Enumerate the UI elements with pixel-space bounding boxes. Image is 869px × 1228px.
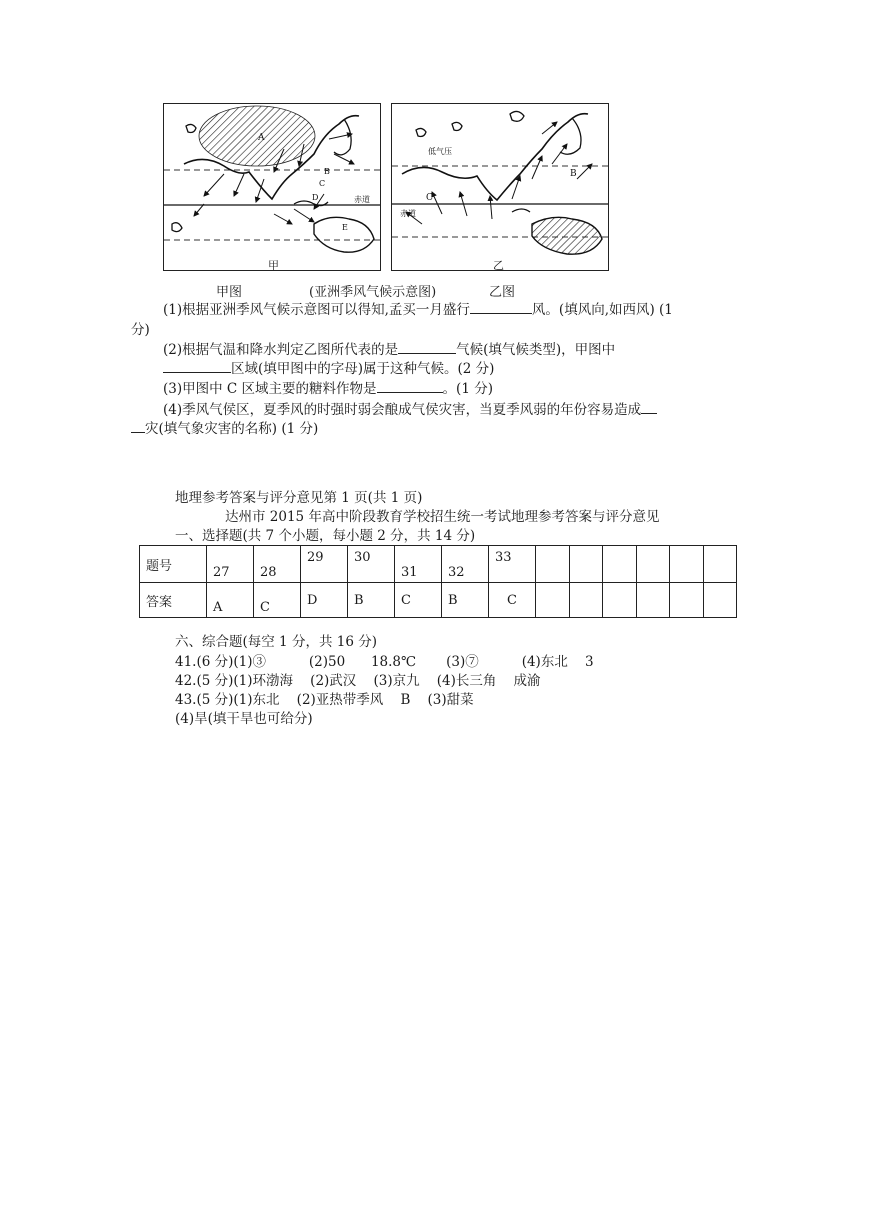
answer-title: 达州市 2015 年高中阶段教育学校招生统一考试地理参考答案与评分意见: [225, 509, 660, 525]
empty-cell: [569, 546, 603, 583]
question-1-blank[interactable]: [470, 300, 532, 314]
answer-table: [139, 545, 737, 618]
section-6-heading: 六、综合题(每空 1 分，共 16 分): [175, 634, 377, 650]
empty-cell: [536, 546, 570, 583]
answer-cell: A: [207, 583, 254, 618]
question-2-blank-2[interactable]: [163, 359, 231, 373]
question-3-text-b: 。(1 分): [442, 381, 493, 397]
map-b: [391, 103, 609, 271]
question-4-cont: [131, 419, 318, 439]
map-a-label-c: C: [319, 179, 326, 188]
map-a-label-d: D: [312, 193, 319, 202]
number-cell: 31: [395, 546, 442, 583]
map-b-low-pressure-label: 低气压: [428, 147, 452, 156]
monsoon-maps-figure: [163, 103, 609, 271]
map-b-label-c: C: [426, 193, 433, 203]
row-header-label: 题号: [140, 546, 207, 583]
question-2-line: [163, 340, 615, 360]
empty-cell: [569, 583, 603, 618]
question-3-line: [163, 379, 493, 399]
question-4-blank-a[interactable]: [641, 400, 657, 414]
answer-cell: C: [254, 583, 301, 618]
question-4-blank-b[interactable]: [131, 419, 145, 433]
map-a-label-b: B: [324, 167, 330, 176]
map-a: [163, 103, 381, 271]
number-cell: 28: [254, 546, 301, 583]
number-cell: 30: [348, 546, 395, 583]
answer-cell: C: [489, 583, 536, 618]
question-1-cont: 分): [131, 322, 150, 338]
map-b-label-b: B: [570, 169, 577, 179]
map-b-letter: 乙: [493, 259, 504, 272]
question-3-text: (3)甲图中 C 区域主要的糖料作物是: [163, 381, 377, 397]
empty-cell: [703, 546, 737, 583]
row-answer-label: 答案: [140, 583, 207, 618]
answer-cell: B: [348, 583, 395, 618]
question-2-cont: [163, 359, 494, 379]
map-a-letter: 甲: [268, 259, 279, 272]
question-1-text: (1)根据亚洲季风气候示意图可以得知,孟买一月盛行: [163, 302, 470, 318]
question-4-text-b: 灾(填气象灾害的名称) (1 分): [145, 421, 319, 437]
caption-center: (亚洲季风气候示意图): [309, 285, 437, 300]
caption-left: 甲图: [216, 285, 243, 300]
empty-cell: [636, 583, 670, 618]
question-1-line: [163, 300, 673, 320]
answer-line-43: 43.(5 分)(1)东北 (2)亚热带季风 B (3)甜菜: [175, 692, 474, 708]
empty-cell: [703, 583, 737, 618]
question-1-text-b: 风。(填风向,如西风) (1: [531, 302, 673, 318]
question-4-line: [163, 400, 657, 420]
map-a-label-e: E: [342, 223, 348, 232]
question-2-text-b: 气候(填气候类型)，甲图中: [456, 342, 616, 358]
empty-cell: [603, 583, 637, 618]
question-2-text-c: 区域(填甲图中的字母)属于这种气候。(2 分): [231, 361, 495, 377]
number-cell: 33: [489, 546, 536, 583]
question-2-text: (2)根据气温和降水判定乙图所代表的是: [163, 342, 399, 358]
answer-line-42: 42.(5 分)(1)环渤海 (2)武汉 (3)京九 (4)长三角 成渝: [175, 673, 541, 689]
question-3-blank[interactable]: [377, 379, 443, 393]
answer-page-header: 地理参考答案与评分意见第 1 页(共 1 页): [175, 490, 423, 506]
section-1-heading: 一、选择题(共 7 个小题，每小题 2 分，共 14 分): [175, 528, 476, 544]
empty-cell: [670, 583, 704, 618]
number-cell: 27: [207, 546, 254, 583]
number-cell: 32: [442, 546, 489, 583]
map-b-drawing: [392, 104, 608, 270]
map-b-equator-label: 赤道: [400, 209, 416, 218]
answer-line-41: 41.(6 分)(1)③ (2)50 18.8℃ (3)⑦ (4)东北 3: [175, 654, 594, 670]
empty-cell: [670, 546, 704, 583]
answer-cell: D: [301, 583, 348, 618]
answer-line-43-4: (4)旱(填干旱也可给分): [175, 711, 313, 727]
empty-cell: [603, 546, 637, 583]
map-a-label-a: A: [258, 133, 265, 143]
map-a-drawing: [164, 104, 380, 270]
answer-cell: B: [442, 583, 489, 618]
question-2-blank-1[interactable]: [398, 340, 456, 354]
map-a-equator-label: 赤道: [354, 195, 370, 204]
number-cell: 29: [301, 546, 348, 583]
question-4-text: (4)季风气侯区，夏季风的时强时弱会酿成气侯灾害，当夏季风弱的年份容易造成: [163, 402, 642, 418]
table-row-numbers: [140, 546, 737, 583]
answer-cell: C: [395, 583, 442, 618]
table-row-answers: [140, 583, 737, 618]
empty-cell: [636, 546, 670, 583]
caption-right: 乙图: [489, 285, 516, 300]
empty-cell: [536, 583, 570, 618]
